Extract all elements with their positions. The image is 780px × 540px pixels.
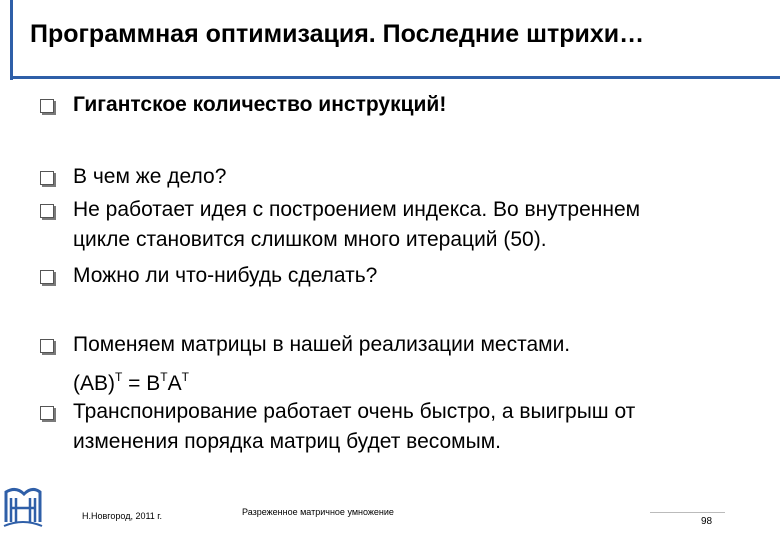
bullet-text-line: Транспонирование работает очень быстро, а выигрыш от — [73, 400, 636, 423]
transpose-formula: $(AB)^T = B^TA^T$ — [73, 370, 189, 395]
footer-location-date: Н.Новгород, 2011 г. — [82, 511, 162, 521]
bullet-square-icon — [40, 204, 54, 218]
bullet-square-icon — [40, 339, 54, 353]
page-number-divider — [650, 512, 725, 513]
bullet-square-icon — [40, 99, 54, 113]
title-bar — [0, 0, 780, 80]
footer-topic: Разреженное матричное умножение — [242, 507, 394, 517]
bullet-text-line: изменения порядка матриц будет весомым. — [73, 430, 501, 453]
slide-title: Программная оптимизация. Последние штрихи… — [30, 20, 645, 48]
university-logo-icon — [2, 482, 44, 530]
bullet-text-line: Не работает идея с построением индекса. Во внутреннем — [73, 198, 641, 221]
bullet-square-icon — [40, 171, 54, 185]
bullet-square-icon — [40, 270, 54, 284]
bullet-text-line: Поменяем матрицы в нашей реализации местами. — [73, 333, 571, 356]
title-accent-vertical-line — [10, 0, 13, 80]
page-number: 98 — [701, 516, 713, 527]
bullet-square-icon — [40, 406, 54, 420]
bullet-text: В чем же дело? — [73, 165, 227, 188]
title-accent-horizontal-line — [10, 76, 780, 79]
bullet-text: Можно ли что-нибудь сделать? — [73, 264, 378, 287]
bullet-text-line: цикле становится слишком много итераций (50). — [73, 228, 547, 251]
bullet-text: Гигантское количество инструкций! — [73, 93, 447, 116]
